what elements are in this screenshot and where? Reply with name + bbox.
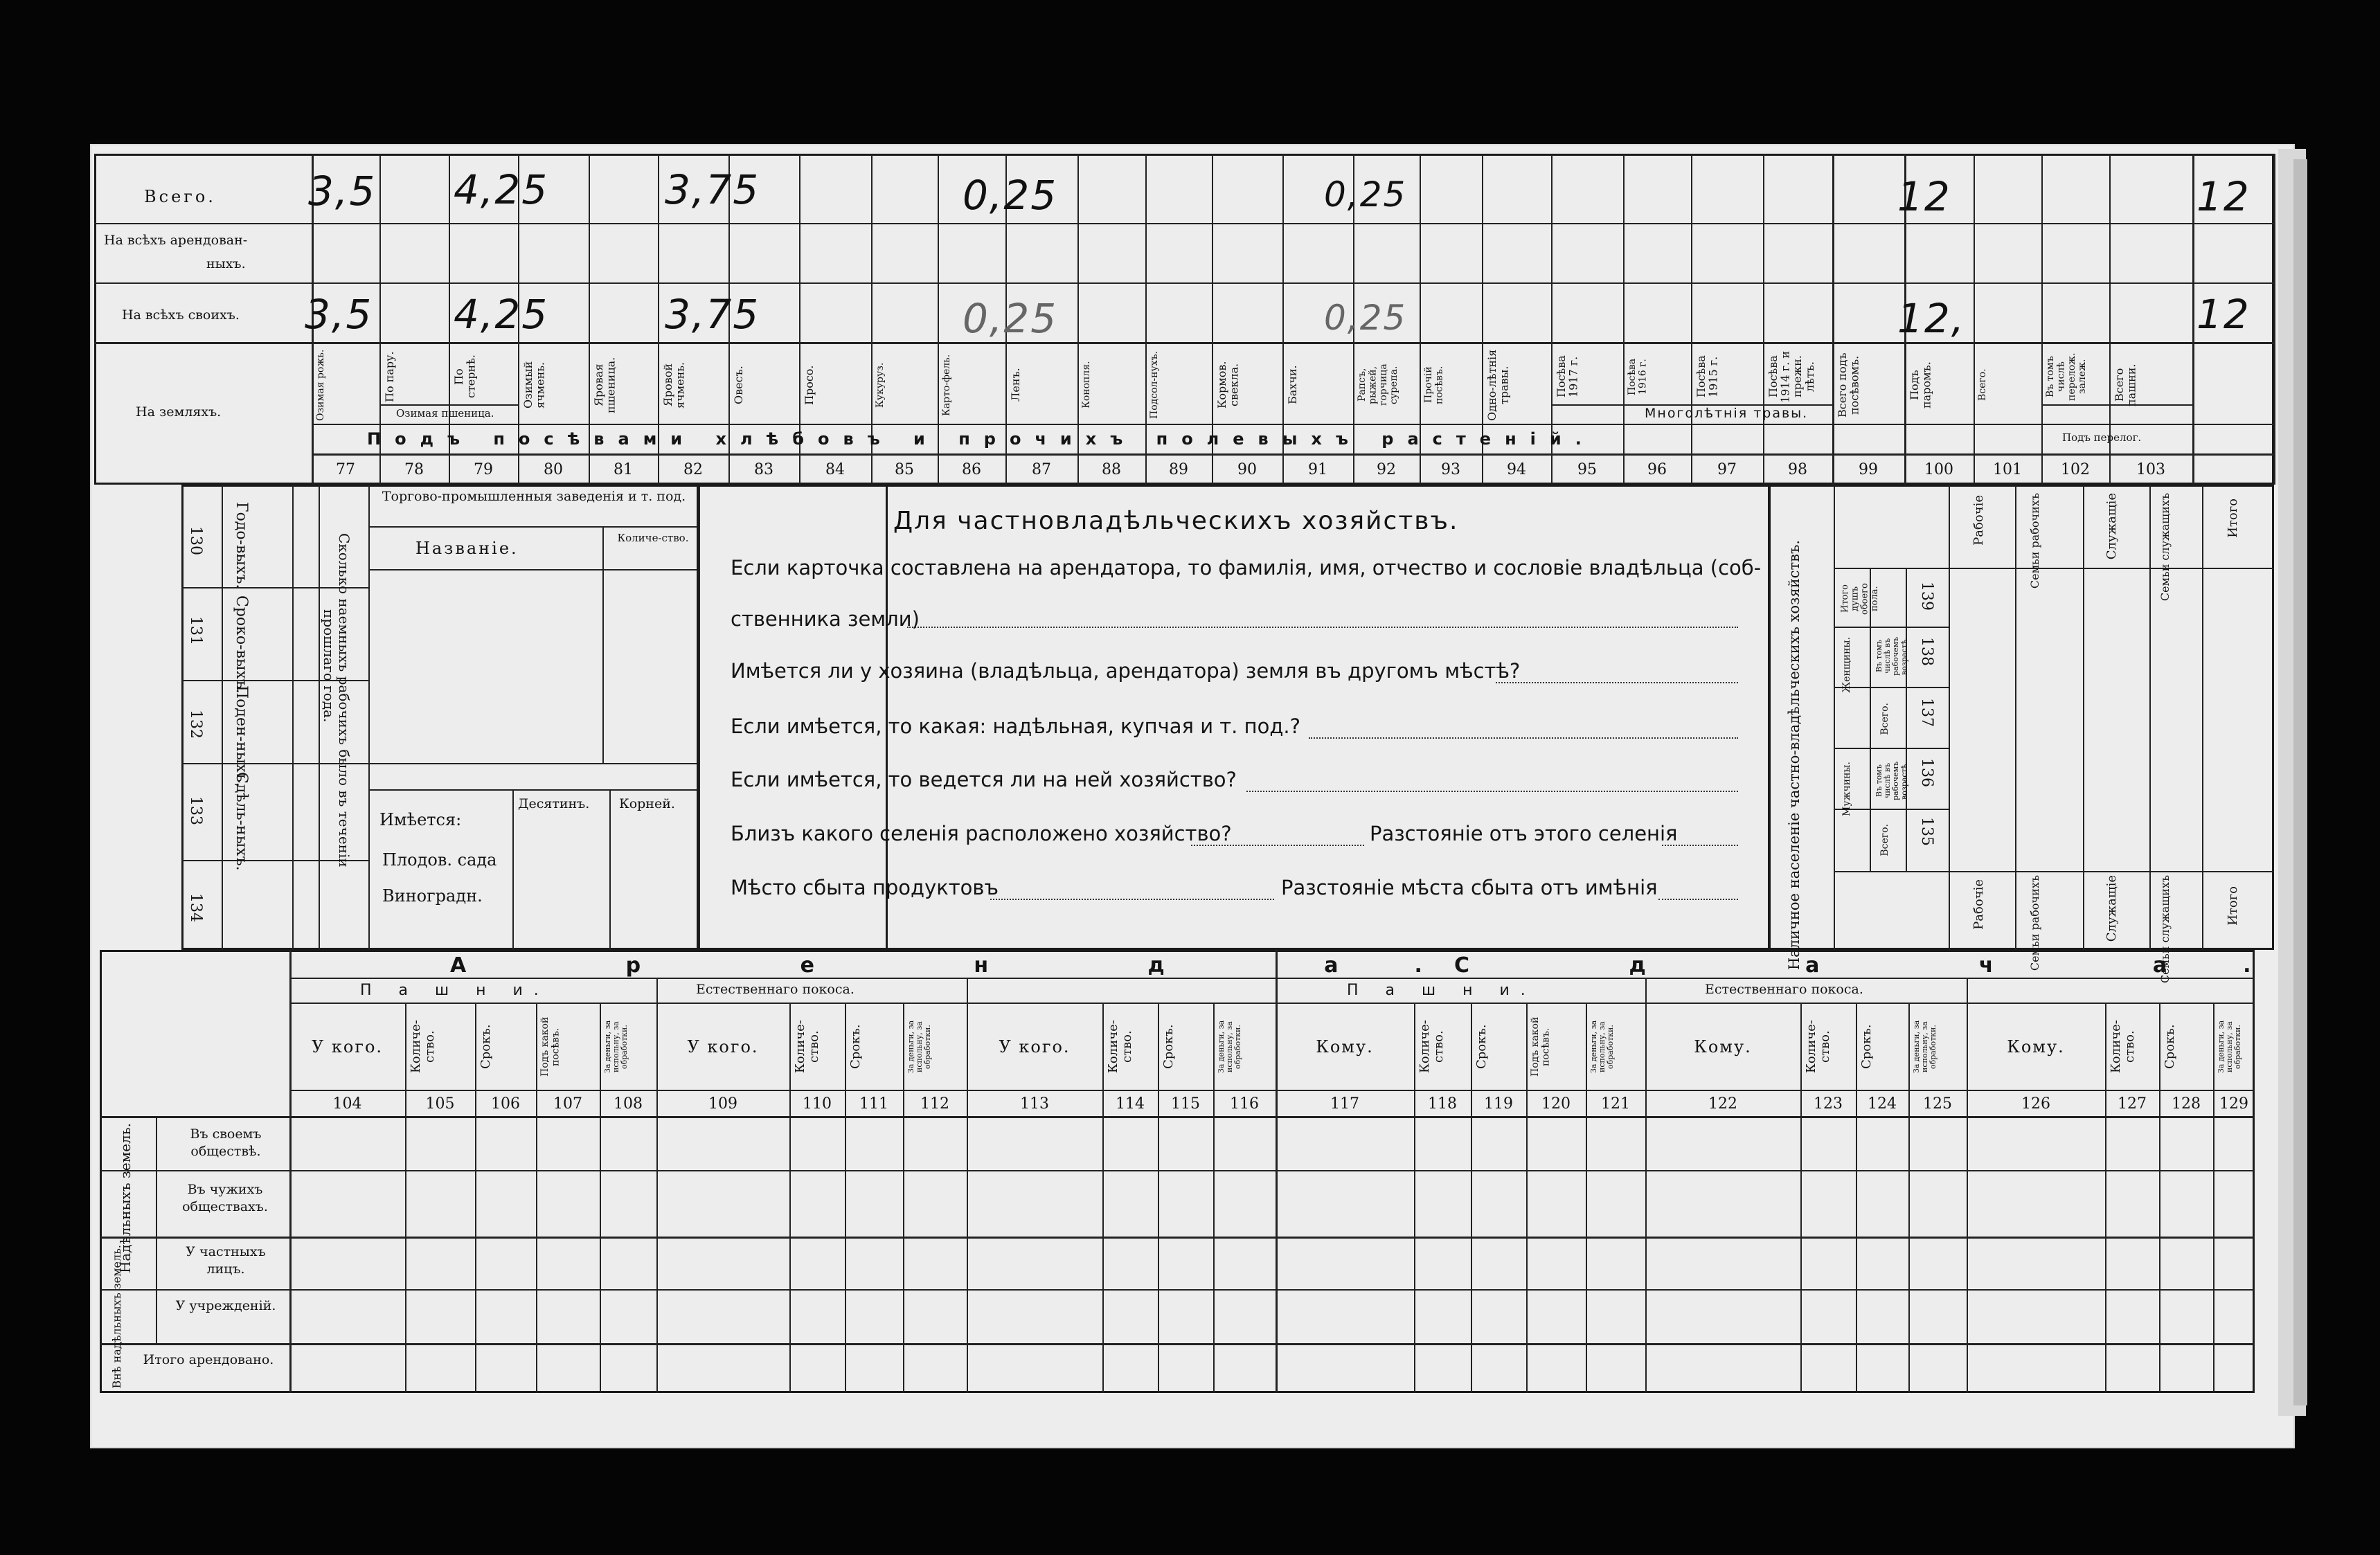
row-divider (94, 342, 2274, 344)
col-divider (845, 1003, 846, 1393)
col-divider (2192, 154, 2194, 485)
itogo-dush-label: Итого душъ обоего пола. (1840, 583, 1880, 615)
lease-col-num-122: 122 (1708, 1095, 1737, 1113)
hw-svoikh-79: 4,25 (454, 291, 549, 338)
col-divider (2202, 485, 2203, 950)
private-title: Для частновладѣльческихъ хозяйствъ. (893, 507, 1459, 535)
row-divider (100, 1343, 2255, 1345)
lease-col-pod_kakoy: Подъ какой посѣвъ. (1530, 1016, 1552, 1077)
col-divider (405, 1003, 406, 1393)
hw-svoikh-103: 12 (2196, 291, 2251, 338)
q3-answer-line (1309, 737, 1738, 739)
row-divider (312, 424, 2274, 425)
sdacha-header: С д а ч а. (1454, 953, 2327, 978)
col-num-78: 78 (404, 461, 424, 478)
lease-col-za_dengi: За деньги, за испольну, за обработки. (603, 1020, 629, 1074)
hw-svoikh-99: 12, (1897, 295, 1966, 342)
row-label-vsego: Всего. (144, 187, 216, 206)
col-divider (1908, 1003, 1910, 1393)
col-label-102: Въ томъ числѣ перелож. залеж. (2045, 352, 2088, 401)
lease-col-num-128: 128 (2172, 1095, 2201, 1113)
col-divider (1645, 978, 1647, 1393)
col-num-87: 87 (1032, 461, 1051, 478)
hw-vsego-86: 0,25 (963, 172, 1058, 219)
group-label: Подъ посѣвами хлѣбовъ и прочихъ полевыхъ растеній. (367, 429, 1595, 449)
row-divider (100, 1237, 2255, 1239)
q5b: Разстояніе отъ этого селенія (1370, 822, 1678, 845)
col-num-88: 88 (1102, 461, 1121, 478)
num-139: 139 (1918, 582, 1936, 611)
col-divider (1213, 1003, 1215, 1393)
col-divider (156, 1116, 157, 1343)
col-label-88: Конопля. (1081, 361, 1092, 409)
lease-col-num-125: 125 (1923, 1095, 1952, 1113)
v-chuzhikh-label: Въ чужихъ обществахъ. (182, 1182, 268, 1214)
imeetsya-label: Имѣется: (379, 810, 462, 829)
col-label-86: Карто-фель. (941, 354, 952, 416)
row-divider (94, 223, 2274, 224)
col-label-80: Озимый ячмень. (521, 361, 547, 409)
col-divider (2274, 154, 2275, 485)
num-136: 136 (1918, 758, 1936, 787)
col-divider (1832, 154, 1834, 485)
col-label-96: Посѣва 1916 г. (1627, 358, 1649, 395)
col-label-89: Подсол-нухъ. (1149, 351, 1160, 419)
col-num-93: 93 (1441, 461, 1460, 478)
col-num-77: 77 (336, 461, 355, 478)
col-divider (789, 1003, 791, 1393)
row-divider (1834, 748, 1949, 749)
col-num-97: 97 (1717, 461, 1737, 478)
col-num-83: 83 (754, 461, 773, 478)
lease-col-kolichestvo: Количе-ство. (1106, 1020, 1134, 1074)
col-label-84: Просо. (803, 365, 816, 405)
lease-col-num-110: 110 (803, 1095, 832, 1113)
perelog-label: Подъ перелог. (2062, 431, 2142, 444)
num-133: 133 (187, 796, 205, 825)
col-label-87: Ленъ. (1009, 368, 1022, 402)
hw-svoikh-82: 3,75 (665, 291, 760, 338)
nadelnykh-label: Надѣльныхъ земель. (117, 1123, 134, 1274)
row-divider (368, 569, 699, 570)
num-134: 134 (187, 893, 205, 922)
col-num-79: 79 (474, 461, 493, 478)
col-num-98: 98 (1788, 461, 1807, 478)
col-divider (2083, 485, 2084, 950)
q1-answer-line (907, 627, 1738, 628)
lease-col-num-108: 108 (614, 1095, 643, 1113)
lease-col-num-123: 123 (1814, 1095, 1843, 1113)
row-label-arendovannykh-2: ныхъ. (206, 256, 246, 271)
col-num-90: 90 (1237, 461, 1257, 478)
col-divider (1586, 1003, 1587, 1393)
col-num-82: 82 (683, 461, 703, 478)
q3: Если имѣется, то какая: надѣльная, купчая и т. под.? (731, 714, 1300, 738)
col-label-95: Посѣва 1917 г. (1555, 355, 1580, 398)
lease-col-za_dengi: За деньги, за испольну, за обработки. (2217, 1020, 2243, 1074)
num-135: 135 (1918, 817, 1936, 846)
u-chastnykh-label: У частныхъ лицъ. (186, 1244, 266, 1277)
q5a: Близъ какого селенія расположено хозяйство? (731, 822, 1232, 845)
row-divider (289, 1090, 2255, 1091)
col-label-91: Бахчи. (1286, 365, 1299, 405)
col-num-96: 96 (1647, 461, 1667, 478)
hw-svoikh-86: 0,25 (963, 295, 1058, 342)
row-divider (100, 1170, 2255, 1171)
trade-qty-header: Количе-ство. (617, 532, 689, 544)
lease-col-num-127: 127 (2118, 1095, 2147, 1113)
col-label-92: Рапсъ, рыжей, горчица сурепа. (1357, 363, 1400, 406)
row-divider (368, 789, 699, 791)
lease-col-num-116: 116 (1230, 1095, 1259, 1113)
col-num-95: 95 (1577, 461, 1597, 478)
semi-sluzhashchikh-label-2: Семьи служащихъ (2158, 875, 2172, 984)
col-label-101: Всего. (1977, 368, 1988, 402)
population-block (1769, 485, 2274, 950)
col-divider (903, 1003, 904, 1393)
label-sdelnykh: Сдѣль-ныхъ. (233, 772, 251, 871)
lease-col-srok: Срокъ. (1161, 1024, 1176, 1070)
col-divider (2015, 485, 2016, 950)
workers-label: Сколько наемныхъ рабочихъ было въ теченіи (336, 533, 352, 868)
num-131: 131 (187, 616, 205, 645)
lease-col-num-129: 129 (2219, 1095, 2248, 1113)
lease-col-num-114: 114 (1116, 1095, 1145, 1113)
col-divider (1974, 154, 1975, 485)
col-label-85: Кукуруз. (875, 362, 886, 408)
page-edge-shadow (2293, 159, 2307, 1405)
vinograd-label: Виноградн. (382, 886, 483, 906)
col-num-101: 101 (1993, 461, 2022, 478)
q2: Имѣется ли у хозяина (владѣльца, арендатора) земля въ другомъ мѣстѣ? (731, 659, 1521, 683)
col-label-98: Посѣва 1914 г. и прежн. лѣтъ. (1766, 350, 1816, 403)
row-divider (368, 763, 699, 764)
lease-col-srok: Срокъ. (478, 1024, 493, 1070)
col-divider (1526, 1003, 1528, 1393)
lease-col-u_kogo: У кого. (999, 1037, 1071, 1057)
col-divider (1856, 1003, 1857, 1393)
lease-col-za_dengi: За деньги, за испольну, за обработки. (1589, 1020, 1616, 1074)
hw-svoikh-77: 3,5 (305, 291, 373, 338)
q2-answer-line (1496, 682, 1738, 683)
col-divider (2149, 485, 2151, 950)
col-divider (656, 978, 658, 1393)
sluzhashchie-label: Служащіе (2104, 493, 2119, 560)
col-divider (1967, 978, 1968, 1393)
hw-vsego-77: 3,5 (308, 168, 377, 215)
vsego-label-m: Всего. (1879, 824, 1890, 856)
q6b-answer-line (1658, 899, 1738, 900)
sdacha-pashni: П а ш н и. (1347, 982, 1537, 999)
row-label-arendovannykh: На всѣхъ арендован- (104, 233, 248, 248)
itogo-label: Итого (2226, 498, 2240, 538)
lease-col-za_dengi: За деньги, за испольну, за обработки. (1912, 1020, 1938, 1074)
num-137: 137 (1918, 698, 1936, 727)
lease-col-za_dengi: За деньги, за испольну, за обработки. (1217, 1020, 1243, 1074)
vne-nadelnykh-label: Внѣ надѣльныхъ земель. (110, 1245, 123, 1389)
col-label-77: Озимая рожь. (315, 349, 326, 421)
v-tom-label-m: Въ томъ числѣ въ рабочемъ возрастѣ. (1875, 761, 1909, 800)
col-label-94: Одно-лѣтнія травы. (1485, 349, 1511, 421)
subheader-divider (379, 404, 518, 406)
lease-col-u_kogo: У кого. (687, 1037, 759, 1057)
col-divider (2105, 1003, 2106, 1393)
col-num-84: 84 (825, 461, 845, 478)
row-divider (1834, 871, 2274, 872)
q4: Если имѣется, то ведется ли на ней хозяйство? (731, 768, 1237, 791)
row-divider (1949, 568, 2274, 569)
zhenshchiny-label: Женщины. (1841, 637, 1852, 693)
hw-vsego-103: 12 (2196, 173, 2251, 220)
col-num-89: 89 (1169, 461, 1188, 478)
row-divider (289, 1003, 2255, 1004)
population-label: Наличное населеніе частно-владѣльческихъ хозяйствъ. (1786, 540, 1802, 971)
q5-answer-line (1191, 845, 1364, 846)
lease-col-srok: Срокъ. (848, 1024, 863, 1070)
sdacha-pokos: Естественнаго покоса. (1705, 982, 1863, 997)
col-label-99: Всего подъ посѣвомъ. (1836, 352, 1861, 417)
col-label-97: Посѣва 1915 г. (1694, 355, 1720, 398)
trade-title: Торгово-промышленныя заведенія и т. под. (382, 489, 686, 504)
row-divider (368, 526, 699, 528)
lease-col-num-115: 115 (1171, 1095, 1200, 1113)
col-divider (967, 978, 968, 1393)
q1-line1: Если карточка составлена на арендатора, то фамилія, имя, отчество и сословіе владѣльца (соб- (731, 556, 1762, 579)
col-divider (536, 1003, 537, 1393)
lease-col-num-120: 120 (1541, 1095, 1571, 1113)
subheader-divider (2041, 404, 2192, 406)
col-divider (222, 485, 223, 950)
korney-header: Корней. (619, 796, 675, 811)
lease-col-komu: Кому. (2007, 1037, 2065, 1057)
mnogoletnie-label: Многолѣтнія травы. (1645, 406, 1809, 421)
lease-col-za_dengi: За деньги, за испольну, за обработки. (906, 1020, 933, 1074)
lease-col-num-107: 107 (553, 1095, 582, 1113)
row-divider (94, 282, 2274, 284)
lease-col-komu: Кому. (1316, 1037, 1374, 1057)
lease-col-num-104: 104 (332, 1095, 362, 1113)
lease-col-kolichestvo: Количе-ство. (793, 1020, 821, 1074)
num-138: 138 (1918, 637, 1936, 666)
trade-name-header: Названіе. (415, 539, 519, 558)
hw-vsego-79: 4,25 (454, 166, 549, 213)
row-divider (312, 453, 2274, 456)
lease-col-num-119: 119 (1484, 1095, 1513, 1113)
num-130: 130 (187, 526, 205, 555)
lease-col-num-106: 106 (491, 1095, 520, 1113)
num-132: 132 (187, 710, 205, 739)
col-divider (1906, 568, 1907, 872)
lease-col-u_kogo: У кого. (311, 1037, 384, 1057)
lease-col-kolichestvo: Количе-ство. (1804, 1020, 1832, 1074)
col-label-83: Овесъ. (732, 366, 745, 404)
col-divider (1763, 154, 1764, 485)
itogo-arendovano-label: Итого арендовано. (143, 1352, 274, 1367)
lease-col-num-124: 124 (1868, 1095, 1897, 1113)
lease-col-num-112: 112 (920, 1095, 949, 1113)
col-divider (1691, 154, 1692, 485)
q5b-answer-line (1662, 845, 1738, 846)
lease-col-kolichestvo: Количе-ство. (409, 1020, 437, 1074)
row-label-svoikh: На всѣхъ своихъ. (122, 307, 240, 323)
sluzhashchie-label-2: Служащіе (2104, 875, 2119, 942)
workers-label-2: прошлаго года. (321, 609, 337, 723)
row-divider (100, 1116, 2255, 1118)
col-divider (1158, 1003, 1159, 1393)
col-num-103: 103 (2136, 461, 2165, 478)
col-divider (368, 485, 370, 950)
u-uchrezh-label: У учрежденій. (175, 1298, 276, 1313)
col-label-81: Яровая пшеница. (592, 357, 618, 413)
v-svoem-label: Въ своемъ обществѣ. (190, 1126, 262, 1159)
lease-col-kolichestvo: Количе-ство. (2109, 1020, 2137, 1074)
col-label-103: Всего пашни. (2113, 363, 2138, 406)
hw-svoikh-91: 0,25 (1324, 298, 1407, 338)
muzhchiny-label: Мужчины. (1841, 762, 1852, 816)
col-label-93: Прочій посѣвъ. (1423, 366, 1445, 404)
lease-col-srok: Срокъ. (1859, 1024, 1874, 1070)
col-divider (292, 485, 294, 950)
lease-col-komu: Кому. (1694, 1037, 1752, 1057)
lease-col-num-118: 118 (1428, 1095, 1457, 1113)
col-divider (1414, 1003, 1415, 1393)
row-divider (1834, 568, 1949, 569)
q6b: Разстояніе мѣста сбыта отъ имѣнія (1281, 876, 1658, 899)
col-divider (2213, 1003, 2215, 1393)
col-label-90: Кормов. свекла. (1215, 361, 1241, 409)
semi-sluzhashchikh-label: Семьи служащихъ (2158, 493, 2172, 602)
desyatin-header: Десятинъ. (518, 796, 590, 811)
arenda-pokos: Естественнаго покоса. (696, 982, 855, 997)
arenda-pashni: П а ш н и. (360, 982, 550, 999)
col-divider (1471, 1003, 1472, 1393)
hw-vsego-82: 3,75 (665, 166, 760, 213)
col-divider (1800, 1003, 1802, 1393)
q1-line2: ственника земли) (731, 607, 920, 631)
hw-vsego-91: 0,25 (1324, 174, 1407, 215)
v-tom-label-w: Въ томъ числѣ въ рабочемъ возрастѣ. (1875, 636, 1909, 676)
lease-col-num-111: 111 (859, 1095, 888, 1113)
col-divider (475, 1003, 476, 1393)
lease-col-srok: Срокъ. (2163, 1024, 2177, 1070)
col-divider (2041, 154, 2043, 485)
lease-col-num-105: 105 (425, 1095, 455, 1113)
col-divider (2159, 1003, 2160, 1393)
col-divider (319, 485, 320, 950)
col-divider (602, 526, 604, 763)
row-label-na-zemlyakh: На земляхъ. (136, 404, 222, 420)
hw-vsego-99: 12 (1897, 173, 1951, 220)
col-divider (1834, 485, 1835, 950)
col-num-99: 99 (1859, 461, 1878, 478)
q4-answer-line (1246, 791, 1738, 792)
col-divider (1949, 485, 1950, 950)
col-divider (289, 950, 292, 1393)
col-divider (1276, 978, 1277, 1393)
row-divider (100, 1289, 2255, 1291)
itogo-label-2: Итого (2226, 886, 2240, 926)
col-num-102: 102 (2061, 461, 2090, 478)
lease-col-num-117: 117 (1330, 1095, 1359, 1113)
lease-col-num-126: 126 (2021, 1095, 2050, 1113)
col-num-80: 80 (544, 461, 563, 478)
col-num-85: 85 (895, 461, 914, 478)
vsego-label-w: Всего. (1879, 703, 1890, 735)
col-divider (609, 789, 611, 950)
col-num-92: 92 (1377, 461, 1396, 478)
label-podennykh: Поден-ныхъ. (233, 685, 251, 787)
rabochie-label: Рабочіе (1971, 495, 1986, 546)
lease-col-kolichestvo: Количе-ство. (1417, 1020, 1446, 1074)
lease-col-srok: Срокъ. (1474, 1024, 1489, 1070)
col-num-86: 86 (962, 461, 981, 478)
arenda-header: А р е н д а. (450, 953, 1498, 978)
plodov-sada-label: Плодов. сада (382, 850, 497, 870)
col-label-82: Яровой ячмень. (661, 361, 687, 408)
row-divider (289, 978, 2255, 979)
col-divider (600, 1003, 601, 1393)
col-label-79: По стернѣ. (452, 354, 478, 399)
row-divider (1834, 627, 1949, 628)
col-label-78: По пару. (383, 351, 396, 402)
col-divider (1102, 1003, 1104, 1393)
semi-rabochikh-label: Семьи рабочихъ (2028, 493, 2041, 589)
lease-col-pod_kakoy: Подъ какой посѣвъ. (539, 1016, 562, 1077)
col-divider (1623, 154, 1625, 485)
col-num-81: 81 (614, 461, 633, 478)
label-godovykh: Годо-выхъ. (233, 502, 251, 589)
col-label-100: Подъ паромъ. (1908, 361, 1933, 408)
lease-col-num-121: 121 (1601, 1095, 1630, 1113)
lease-col-num-109: 109 (708, 1095, 737, 1113)
col-num-91: 91 (1308, 461, 1327, 478)
q6-answer-line (990, 899, 1274, 900)
rabochie-label-2: Рабочіе (1971, 879, 1986, 930)
col-num-94: 94 (1507, 461, 1526, 478)
ozimaya-label: Озимая пшеница. (396, 407, 494, 420)
label-srokovykh: Сроко-выхъ. (233, 595, 251, 694)
q6a: Мѣсто сбыта продуктовъ (731, 876, 999, 899)
semi-rabochikh-label-2: Семьи рабочихъ (2028, 875, 2041, 971)
col-divider (512, 789, 514, 950)
col-num-100: 100 (1924, 461, 1953, 478)
lease-col-num-113: 113 (1020, 1095, 1049, 1113)
